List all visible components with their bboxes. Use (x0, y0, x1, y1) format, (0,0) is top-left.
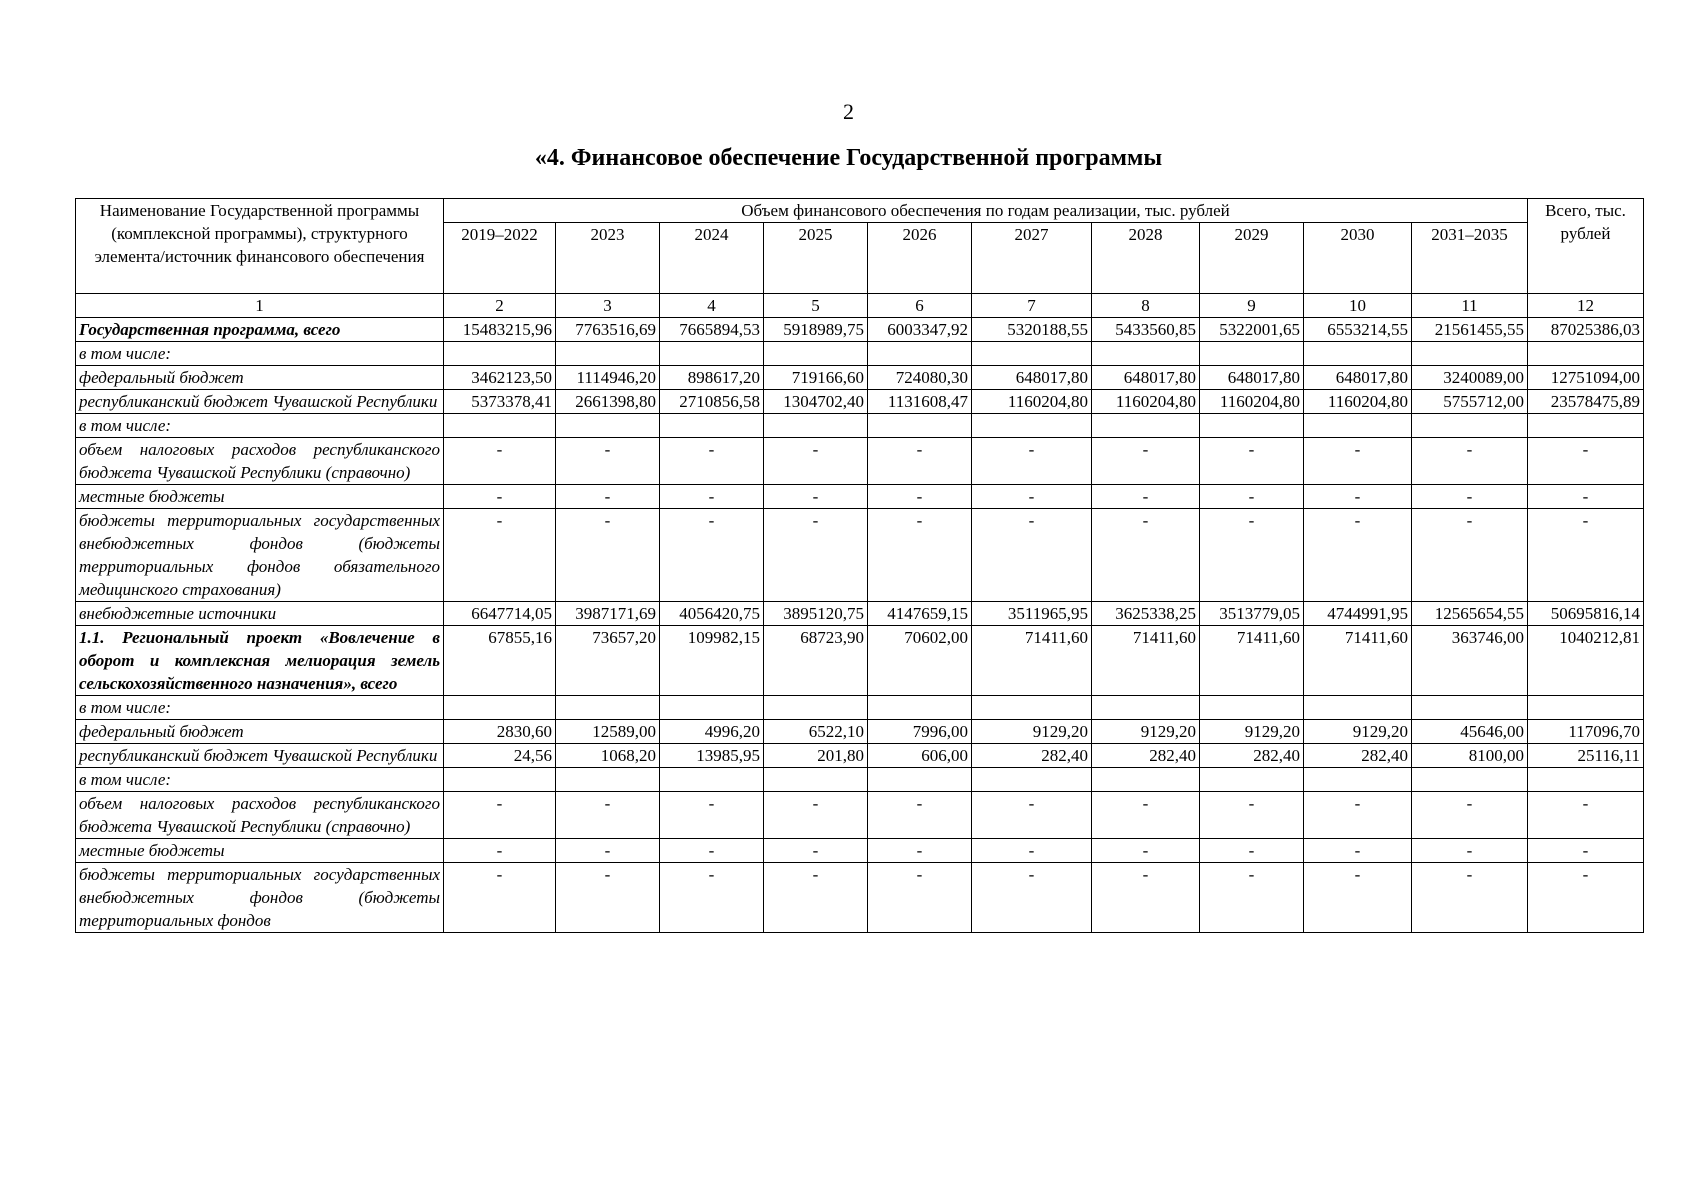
value-cell: 282,40 (1200, 744, 1304, 768)
value-cell: 50695816,14 (1528, 602, 1644, 626)
value-cell: - (1092, 485, 1200, 509)
empty-cell (444, 414, 556, 438)
row-name-cell: 1.1. Региональный проект «Вовлечение в оборот и комплексная мелиорация земель сельскохозяйственного назначения», всего (76, 626, 444, 696)
value-cell: 282,40 (972, 744, 1092, 768)
row-name-cell: бюджеты территориальных государственных внебюджетных фондов (бюджеты территориальных фондов (76, 863, 444, 933)
value-cell: 4147659,15 (868, 602, 972, 626)
value-cell: 117096,70 (1528, 720, 1644, 744)
empty-cell (1092, 342, 1200, 366)
empty-cell (444, 342, 556, 366)
value-cell: 24,56 (444, 744, 556, 768)
row-name-cell: федеральный бюджет (76, 366, 444, 390)
empty-cell (1304, 696, 1412, 720)
value-cell: - (1200, 863, 1304, 933)
value-cell: 7996,00 (868, 720, 972, 744)
value-cell: - (444, 509, 556, 602)
empty-cell (660, 768, 764, 792)
value-cell: - (1200, 509, 1304, 602)
value-cell: 1160204,80 (1200, 390, 1304, 414)
value-cell: - (660, 438, 764, 485)
value-cell: - (764, 863, 868, 933)
value-cell: 282,40 (1092, 744, 1200, 768)
value-cell: 7763516,69 (556, 318, 660, 342)
value-cell: - (660, 839, 764, 863)
value-cell: 3625338,25 (1092, 602, 1200, 626)
value-cell: - (1412, 438, 1528, 485)
empty-cell (972, 414, 1092, 438)
row-name-cell: в том числе: (76, 342, 444, 366)
value-cell: 21561455,55 (1412, 318, 1528, 342)
value-cell: 5433560,85 (1092, 318, 1200, 342)
row-name-cell: бюджеты территориальных государственных внебюджетных фондов (бюджеты территориальных фондов обязательного медицинского страхования) (76, 509, 444, 602)
value-cell: 70602,00 (868, 626, 972, 696)
table-row (76, 366, 1644, 390)
table-row (76, 438, 1644, 485)
value-cell: 1160204,80 (1092, 390, 1200, 414)
value-cell: 2661398,80 (556, 390, 660, 414)
empty-cell (1200, 342, 1304, 366)
empty-cell (444, 768, 556, 792)
value-cell: 2710856,58 (660, 390, 764, 414)
value-cell: - (972, 485, 1092, 509)
row-name-cell: республиканский бюджет Чувашской Республики (76, 390, 444, 414)
value-cell: - (556, 863, 660, 933)
empty-cell (972, 696, 1092, 720)
empty-cell (868, 768, 972, 792)
value-cell: 1114946,20 (556, 366, 660, 390)
header-year-cell: 2025 (764, 223, 868, 294)
value-cell: - (1412, 792, 1528, 839)
table-row (76, 390, 1644, 414)
value-cell: - (972, 792, 1092, 839)
value-cell: 67855,16 (444, 626, 556, 696)
value-cell: 724080,30 (868, 366, 972, 390)
header-year-cell: 2023 (556, 223, 660, 294)
value-cell: 12565654,55 (1412, 602, 1528, 626)
value-cell: 648017,80 (1200, 366, 1304, 390)
empty-cell (660, 414, 764, 438)
value-cell: 606,00 (868, 744, 972, 768)
value-cell: - (1412, 839, 1528, 863)
value-cell: 45646,00 (1412, 720, 1528, 744)
value-cell: - (1304, 509, 1412, 602)
header-year-cell: 2030 (1304, 223, 1412, 294)
value-cell: - (1304, 438, 1412, 485)
value-cell: - (1092, 792, 1200, 839)
empty-cell (556, 414, 660, 438)
value-cell: - (868, 839, 972, 863)
column-number-cell: 10 (1304, 294, 1412, 318)
value-cell: - (1528, 438, 1644, 485)
value-cell: 3513779,05 (1200, 602, 1304, 626)
column-number-cell: 1 (76, 294, 444, 318)
value-cell: 3895120,75 (764, 602, 868, 626)
value-cell: - (556, 792, 660, 839)
value-cell: 87025386,03 (1528, 318, 1644, 342)
value-cell: 7665894,53 (660, 318, 764, 342)
value-cell: 1131608,47 (868, 390, 972, 414)
value-cell: 1304702,40 (764, 390, 868, 414)
value-cell: - (660, 863, 764, 933)
value-cell: 12751094,00 (1528, 366, 1644, 390)
header-row-top (76, 199, 1644, 223)
value-cell: 15483215,96 (444, 318, 556, 342)
value-cell: - (764, 509, 868, 602)
value-cell: 6647714,05 (444, 602, 556, 626)
value-cell: - (556, 438, 660, 485)
value-cell: 4056420,75 (660, 602, 764, 626)
value-cell: 6522,10 (764, 720, 868, 744)
value-cell: - (1092, 863, 1200, 933)
empty-cell (556, 696, 660, 720)
value-cell: - (1528, 792, 1644, 839)
table-row (76, 509, 1644, 602)
empty-cell (556, 342, 660, 366)
row-name-cell: в том числе: (76, 696, 444, 720)
value-cell: 109982,15 (660, 626, 764, 696)
header-year-cell: 2024 (660, 223, 764, 294)
value-cell: - (1200, 792, 1304, 839)
value-cell: - (1200, 438, 1304, 485)
value-cell: - (868, 792, 972, 839)
column-number-cell: 7 (972, 294, 1092, 318)
column-number-cell: 3 (556, 294, 660, 318)
value-cell: 9129,20 (1304, 720, 1412, 744)
value-cell: 3511965,95 (972, 602, 1092, 626)
header-year-cell: 2028 (1092, 223, 1200, 294)
column-number-cell: 12 (1528, 294, 1644, 318)
value-cell: - (972, 863, 1092, 933)
value-cell: - (444, 485, 556, 509)
value-cell: 898617,20 (660, 366, 764, 390)
empty-cell (1528, 696, 1644, 720)
value-cell: 648017,80 (972, 366, 1092, 390)
value-cell: - (1304, 839, 1412, 863)
value-cell: 12589,00 (556, 720, 660, 744)
value-cell: - (972, 839, 1092, 863)
header-column-numbers-row (76, 294, 1644, 318)
empty-cell (868, 342, 972, 366)
value-cell: - (1304, 863, 1412, 933)
value-cell: - (764, 792, 868, 839)
empty-cell (1200, 414, 1304, 438)
empty-cell (972, 342, 1092, 366)
value-cell: - (1528, 839, 1644, 863)
value-cell: 71411,60 (1092, 626, 1200, 696)
table-row (76, 720, 1644, 744)
empty-cell (660, 342, 764, 366)
empty-cell (1412, 696, 1528, 720)
value-cell: - (1092, 839, 1200, 863)
value-cell: - (764, 485, 868, 509)
empty-cell (764, 768, 868, 792)
column-number-cell: 11 (1412, 294, 1528, 318)
empty-cell (556, 768, 660, 792)
header-name-column: Наименование Государственной программы (комплексной программы), структурного элемента/источник финансового обеспечения (76, 199, 444, 294)
value-cell: 5755712,00 (1412, 390, 1528, 414)
value-cell: 13985,95 (660, 744, 764, 768)
value-cell: - (660, 509, 764, 602)
value-cell: 71411,60 (972, 626, 1092, 696)
row-name-cell: в том числе: (76, 414, 444, 438)
row-name-cell: объем налоговых расходов республиканского бюджета Чувашской Республики (справочно) (76, 438, 444, 485)
table-row (76, 839, 1644, 863)
value-cell: - (868, 509, 972, 602)
value-cell: - (868, 485, 972, 509)
row-name-cell: в том числе: (76, 768, 444, 792)
table-row (76, 318, 1644, 342)
value-cell: 25116,11 (1528, 744, 1644, 768)
empty-cell (1412, 414, 1528, 438)
value-cell: - (444, 839, 556, 863)
value-cell: 2830,60 (444, 720, 556, 744)
column-number-cell: 8 (1092, 294, 1200, 318)
row-name-cell: местные бюджеты (76, 839, 444, 863)
value-cell: 8100,00 (1412, 744, 1528, 768)
table-row (76, 768, 1644, 792)
table-row (76, 696, 1644, 720)
value-cell: 5322001,65 (1200, 318, 1304, 342)
value-cell: - (1528, 863, 1644, 933)
value-cell: 71411,60 (1200, 626, 1304, 696)
empty-cell (764, 696, 868, 720)
column-number-cell: 9 (1200, 294, 1304, 318)
column-number-cell: 4 (660, 294, 764, 318)
column-number-cell: 2 (444, 294, 556, 318)
value-cell: - (1304, 485, 1412, 509)
table-row (76, 414, 1644, 438)
empty-cell (1092, 768, 1200, 792)
value-cell: - (444, 792, 556, 839)
value-cell: 1160204,80 (1304, 390, 1412, 414)
empty-cell (1528, 414, 1644, 438)
value-cell: 363746,00 (1412, 626, 1528, 696)
value-cell: 5373378,41 (444, 390, 556, 414)
value-cell: - (556, 485, 660, 509)
header-year-cell: 2029 (1200, 223, 1304, 294)
empty-cell (1304, 342, 1412, 366)
empty-cell (1200, 768, 1304, 792)
empty-cell (1200, 696, 1304, 720)
empty-cell (1304, 768, 1412, 792)
value-cell: - (868, 438, 972, 485)
table-body (76, 318, 1644, 933)
value-cell: 719166,60 (764, 366, 868, 390)
value-cell: 23578475,89 (1528, 390, 1644, 414)
value-cell: - (764, 839, 868, 863)
value-cell: - (1200, 839, 1304, 863)
table-row (76, 744, 1644, 768)
value-cell: 1160204,80 (972, 390, 1092, 414)
column-number-cell: 6 (868, 294, 972, 318)
value-cell: 1068,20 (556, 744, 660, 768)
table-row (76, 342, 1644, 366)
value-cell: - (972, 438, 1092, 485)
empty-cell (1304, 414, 1412, 438)
value-cell: - (1412, 485, 1528, 509)
value-cell: - (868, 863, 972, 933)
value-cell: - (556, 839, 660, 863)
header-volume-column: Объем финансового обеспечения по годам реализации, тыс. рублей (444, 199, 1528, 223)
empty-cell (868, 696, 972, 720)
value-cell: - (972, 509, 1092, 602)
empty-cell (1412, 342, 1528, 366)
value-cell: - (1412, 863, 1528, 933)
value-cell: 73657,20 (556, 626, 660, 696)
table-row (76, 485, 1644, 509)
empty-cell (1528, 768, 1644, 792)
value-cell: 68723,90 (764, 626, 868, 696)
value-cell: - (1412, 509, 1528, 602)
value-cell: - (444, 863, 556, 933)
column-number-cell: 5 (764, 294, 868, 318)
section-title: «4. Финансовое обеспечение Государственной программы (534, 145, 1163, 171)
header-year-cell: 2026 (868, 223, 972, 294)
value-cell: 3462123,50 (444, 366, 556, 390)
table-row (76, 602, 1644, 626)
value-cell: 6553214,55 (1304, 318, 1412, 342)
value-cell: 4996,20 (660, 720, 764, 744)
empty-cell (1092, 696, 1200, 720)
row-name-cell: внебюджетные источники (76, 602, 444, 626)
table-row (76, 863, 1644, 933)
table-row (76, 792, 1644, 839)
value-cell: - (1092, 438, 1200, 485)
empty-cell (764, 414, 868, 438)
value-cell: 201,80 (764, 744, 868, 768)
value-cell: 3240089,00 (1412, 366, 1528, 390)
value-cell: - (660, 792, 764, 839)
value-cell: 648017,80 (1304, 366, 1412, 390)
empty-cell (444, 696, 556, 720)
value-cell: 6003347,92 (868, 318, 972, 342)
empty-cell (1092, 414, 1200, 438)
header-year-cell: 2019–2022 (444, 223, 556, 294)
value-cell: 5320188,55 (972, 318, 1092, 342)
empty-cell (1412, 768, 1528, 792)
value-cell: 1040212,81 (1528, 626, 1644, 696)
empty-cell (868, 414, 972, 438)
financing-table (75, 198, 1644, 933)
value-cell: 3987171,69 (556, 602, 660, 626)
page-number: 2 (843, 99, 854, 124)
empty-cell (764, 342, 868, 366)
value-cell: - (556, 509, 660, 602)
empty-cell (972, 768, 1092, 792)
value-cell: - (1528, 509, 1644, 602)
value-cell: 71411,60 (1304, 626, 1412, 696)
header-year-cell: 2027 (972, 223, 1092, 294)
table-row (76, 626, 1644, 696)
value-cell: 9129,20 (1200, 720, 1304, 744)
value-cell: - (660, 485, 764, 509)
value-cell: - (1092, 509, 1200, 602)
row-name-cell: объем налоговых расходов республиканского бюджета Чувашской Республики (справочно) (76, 792, 444, 839)
value-cell: - (1200, 485, 1304, 509)
row-name-cell: республиканский бюджет Чувашской Республики (76, 744, 444, 768)
value-cell: 282,40 (1304, 744, 1412, 768)
value-cell: 648017,80 (1092, 366, 1200, 390)
value-cell: - (764, 438, 868, 485)
row-name-cell: местные бюджеты (76, 485, 444, 509)
value-cell: - (444, 438, 556, 485)
empty-cell (660, 696, 764, 720)
header-year-cell: 2031–2035 (1412, 223, 1528, 294)
row-name-cell: Государственная программа, всего (76, 318, 444, 342)
value-cell: - (1528, 485, 1644, 509)
row-name-cell: федеральный бюджет (76, 720, 444, 744)
value-cell: - (1304, 792, 1412, 839)
value-cell: 5918989,75 (764, 318, 868, 342)
value-cell: 9129,20 (1092, 720, 1200, 744)
value-cell: 9129,20 (972, 720, 1092, 744)
value-cell: 4744991,95 (1304, 602, 1412, 626)
header-total-column: Всего, тыс. рублей (1528, 199, 1644, 294)
empty-cell (1528, 342, 1644, 366)
